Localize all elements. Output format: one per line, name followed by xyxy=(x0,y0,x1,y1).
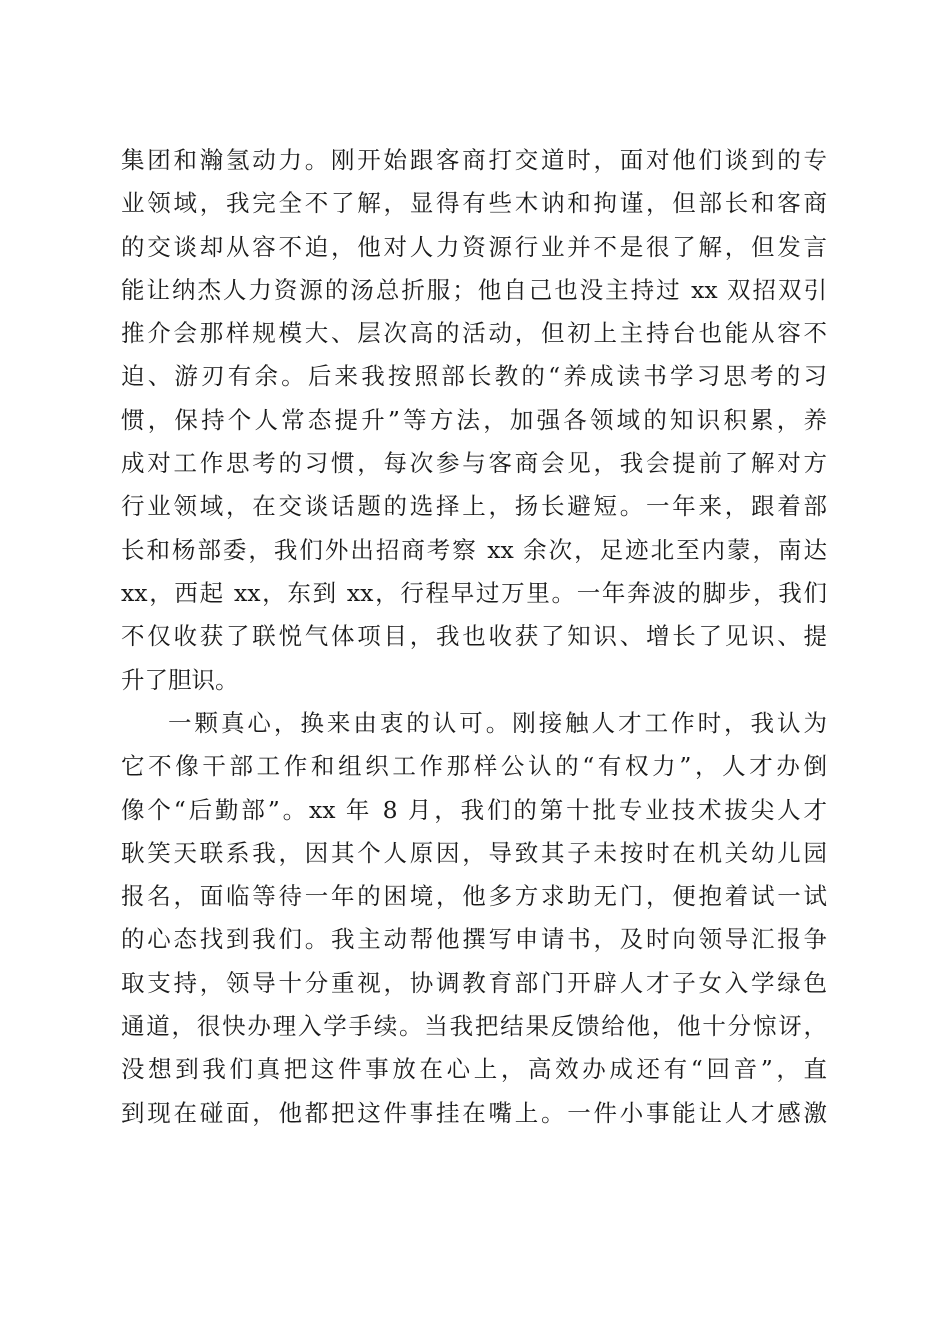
text-line: 通道，很快办理入学手续。当我把结果反馈给他，他十分惊讶， xyxy=(121,1012,827,1041)
text-line: 不仅收获了联悦气体项目，我也收获了知识、增长了见识、提 xyxy=(121,622,827,651)
text-line: 耿笑天联系我，因其个人原因，导致其子未按时在机关幼儿园 xyxy=(121,838,827,867)
paragraph-2 xyxy=(121,702,827,1135)
text-line: 一颗真心，换来由衷的认可。刚接触人才工作时，我认为 xyxy=(168,709,827,737)
text-line: 取支持，领导十分重视，协调教育部门开辟人才子女入学绿色 xyxy=(121,968,827,997)
text-line: 报名，面临等待一年的困境，他多方求助无门，便抱着试一试 xyxy=(121,882,827,911)
text-line: 成对工作思考的习惯，每次参与客商会见，我会提前了解对方 xyxy=(121,449,827,478)
text-line: 集团和瀚氢动力。刚开始跟客商打交道时，面对他们谈到的专 xyxy=(121,146,827,174)
text-line: 能让纳杰人力资源的汤总折服；他自己也没主持过 xx 双招双引 xyxy=(121,275,827,304)
text-line: 行业领域，在交谈话题的选择上，扬长避短。一年来，跟着部 xyxy=(121,492,827,521)
text-line: 它不像干部工作和组织工作那样公认的“有权力”，人才办倒 xyxy=(121,752,827,781)
text-line: 惯，保持个人常态提升”等方法，加强各领域的知识积累，养 xyxy=(121,405,827,434)
text-line: 长和杨部委，我们外出招商考察 xx 余次，足迹北至内蒙，南达 xyxy=(121,535,827,564)
text-line: 业领域，我完全不了解，显得有些木讷和拘谨，但部长和客商 xyxy=(121,189,827,218)
text-line: 的交谈却从容不迫，他对人力资源行业并不是很了解，但发言 xyxy=(121,232,827,261)
text-line: 没想到我们真把这件事放在心上，高效办成还有“回音”，直 xyxy=(121,1055,827,1084)
paragraph-1 xyxy=(121,139,827,702)
text-line: 的心态找到我们。我主动帮他撰写申请书，及时向领导汇报争 xyxy=(121,925,827,954)
text-line: 推介会那样规模大、层次高的活动，但初上主持台也能从容不 xyxy=(121,319,827,348)
text-line: 升了胆识。 xyxy=(121,665,239,694)
text-line: 到现在碰面，他都把这件事挂在嘴上。一件小事能让人才感激 xyxy=(121,1098,827,1127)
text-line: 迫、游刃有余。后来我按照部长教的“养成读书学习思考的习 xyxy=(121,362,827,391)
text-line: xx，西起 xx，东到 xx，行程早过万里。一年奔波的脚步，我们 xyxy=(121,578,827,607)
text-line: 像个“后勤部”。xx 年 8 月，我们的第十批专业技术拔尖人才 xyxy=(121,795,827,824)
